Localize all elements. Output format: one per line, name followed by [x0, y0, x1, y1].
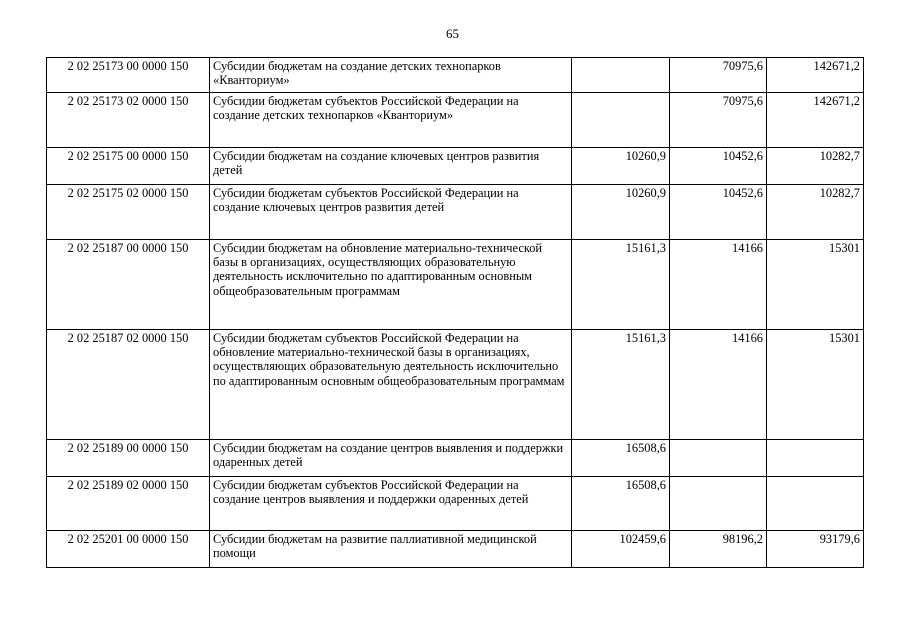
value-cell-3: 142671,2 — [767, 93, 864, 148]
value-cell-2: 98196,2 — [670, 531, 767, 568]
budget-code-cell: 2 02 25173 00 0000 150 — [47, 58, 210, 93]
value-cell-3: 10282,7 — [767, 148, 864, 185]
table-row — [47, 531, 864, 568]
value-cell-2: 10452,6 — [670, 185, 767, 240]
budget-code-cell: 2 02 25175 00 0000 150 — [47, 148, 210, 185]
value-cell-1 — [572, 93, 670, 148]
page-number: 65 — [446, 26, 459, 41]
table-row — [47, 93, 864, 148]
value-cell-1: 10260,9 — [572, 148, 670, 185]
value-cell-2: 10452,6 — [670, 148, 767, 185]
value-cell-1: 15161,3 — [572, 330, 670, 440]
description-cell: Субсидии бюджетам на обновление материально-технической базы в организациях, осуществляющих образовательную деятельность исключительно по адаптированным основным общеобразовательным программам — [210, 240, 572, 330]
budget-code-cell: 2 02 25187 02 0000 150 — [47, 330, 210, 440]
table-row — [47, 440, 864, 477]
description-cell: Субсидии бюджетам на создание ключевых центров развития детей — [210, 148, 572, 185]
value-cell-1: 102459,6 — [572, 531, 670, 568]
value-cell-3: 10282,7 — [767, 185, 864, 240]
table-row — [47, 477, 864, 531]
description-cell: Субсидии бюджетам на создание центров выявления и поддержки одаренных детей — [210, 440, 572, 477]
budget-table — [46, 57, 864, 568]
description-cell: Субсидии бюджетам субъектов Российской Федерации на обновление материально-технической базы в организациях, осуществляющих образовательную деятельность исключительно по адаптированным основным общеобразовательным программам — [210, 330, 572, 440]
value-cell-2: 14166 — [670, 330, 767, 440]
table-row — [47, 148, 864, 185]
value-cell-1: 16508,6 — [572, 440, 670, 477]
budget-code-cell: 2 02 25173 02 0000 150 — [47, 93, 210, 148]
value-cell-3: 93179,6 — [767, 531, 864, 568]
budget-code-cell: 2 02 25201 00 0000 150 — [47, 531, 210, 568]
table-row — [47, 330, 864, 440]
value-cell-2 — [670, 477, 767, 531]
value-cell-3 — [767, 477, 864, 531]
value-cell-1 — [572, 58, 670, 93]
value-cell-2: 70975,6 — [670, 93, 767, 148]
budget-code-cell: 2 02 25189 00 0000 150 — [47, 440, 210, 477]
description-cell: Субсидии бюджетам субъектов Российской Федерации на создание ключевых центров развития детей — [210, 185, 572, 240]
value-cell-1: 15161,3 — [572, 240, 670, 330]
description-cell: Субсидии бюджетам на создание детских технопарков «Кванториум» — [210, 58, 572, 93]
description-cell: Субсидии бюджетам субъектов Российской Федерации на создание центров выявления и поддержки одаренных детей — [210, 477, 572, 531]
table-row — [47, 240, 864, 330]
description-cell: Субсидии бюджетам субъектов Российской Федерации на создание детских технопарков «Кванториум» — [210, 93, 572, 148]
value-cell-2: 70975,6 — [670, 58, 767, 93]
value-cell-2 — [670, 440, 767, 477]
value-cell-1: 10260,9 — [572, 185, 670, 240]
value-cell-3: 15301 — [767, 330, 864, 440]
description-cell: Субсидии бюджетам на развитие паллиативной медицинской помощи — [210, 531, 572, 568]
budget-code-cell: 2 02 25189 02 0000 150 — [47, 477, 210, 531]
value-cell-3: 15301 — [767, 240, 864, 330]
value-cell-3: 142671,2 — [767, 58, 864, 93]
budget-code-cell: 2 02 25187 00 0000 150 — [47, 240, 210, 330]
value-cell-1: 16508,6 — [572, 477, 670, 531]
budget-code-cell: 2 02 25175 02 0000 150 — [47, 185, 210, 240]
value-cell-3 — [767, 440, 864, 477]
table-row — [47, 58, 864, 93]
value-cell-2: 14166 — [670, 240, 767, 330]
table-row — [47, 185, 864, 240]
